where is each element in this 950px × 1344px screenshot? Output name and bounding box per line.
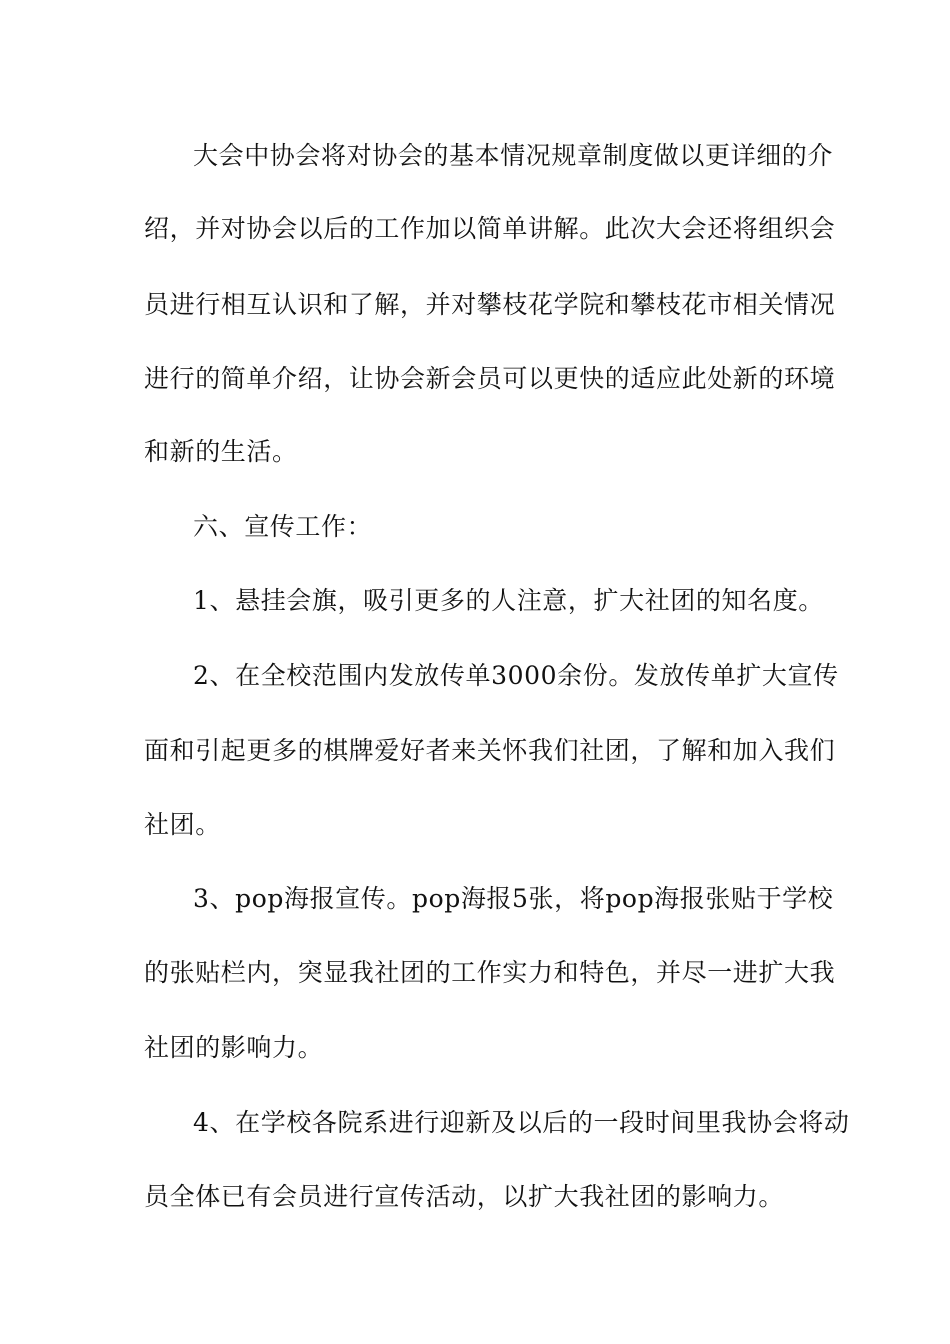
paragraph-line: 2、在全校范围内发放传单3000余份。发放传单扩大宣传 xyxy=(193,661,839,690)
section-heading: 六、宣传工作： xyxy=(193,512,373,541)
paragraph-line: 4、在学校各院系进行迎新及以后的一段时间里我协会将动 xyxy=(193,1108,850,1137)
paragraph-line: 和新的生活。 xyxy=(144,437,298,466)
paragraph-line: 1、悬挂会旗，吸引更多的人注意，扩大社团的知名度。 xyxy=(193,586,824,615)
paragraph-line: 员进行相互认识和了解，并对攀枝花学院和攀枝花市相关情况 xyxy=(144,290,836,319)
paragraph-line: 社团的影响力。 xyxy=(144,1033,324,1062)
paragraph-line: 社团。 xyxy=(144,810,221,839)
paragraph-line: 面和引起更多的棋牌爱好者来关怀我们社团，了解和加入我们 xyxy=(144,736,836,765)
paragraph-line: 进行的简单介绍，让协会新会员可以更快的适应此处新的环境 xyxy=(144,364,836,393)
paragraph-line: 绍，并对协会以后的工作加以简单讲解。此次大会还将组织会 xyxy=(144,214,836,243)
paragraph-line: 的张贴栏内，突显我社团的工作实力和特色，并尽一进扩大我 xyxy=(144,958,836,987)
paragraph-line: 大会中协会将对协会的基本情况规章制度做以更详细的介 xyxy=(193,141,834,170)
paragraph-line: 3、pop海报宣传。pop海报5张，将pop海报张贴于学校 xyxy=(193,884,834,913)
paragraph-line: 员全体已有会员进行宣传活动，以扩大我社团的影响力。 xyxy=(144,1182,785,1211)
